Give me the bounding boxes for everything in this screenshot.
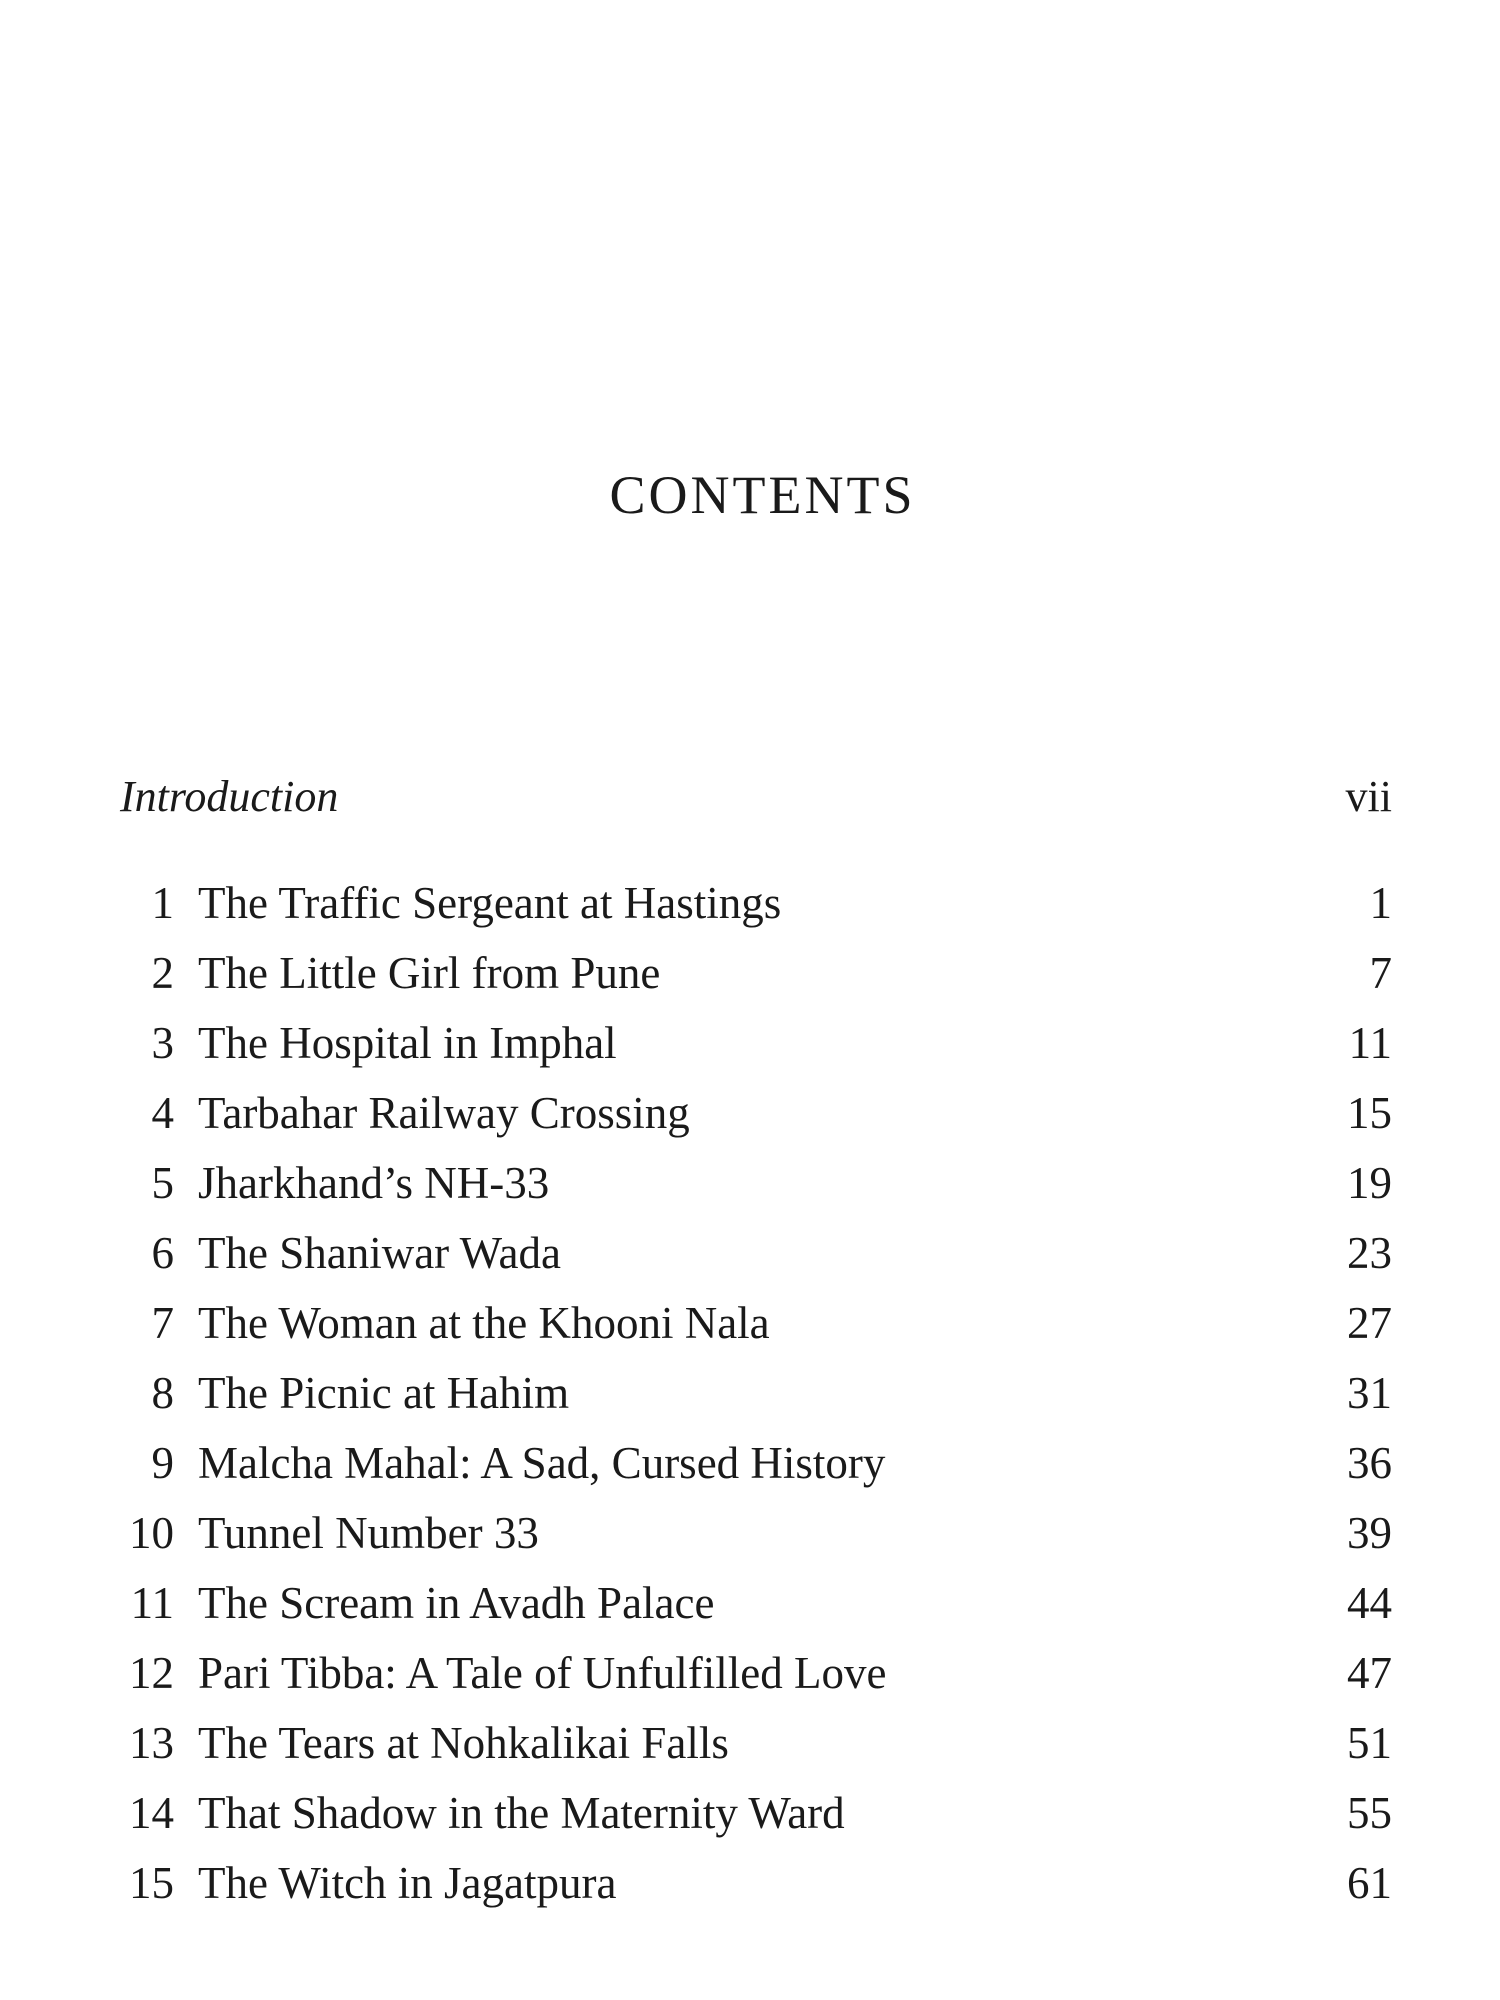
chapter-number: 7	[151, 1298, 174, 1348]
chapter-page: 39	[1347, 1508, 1392, 1558]
chapter-number: 12	[129, 1648, 174, 1698]
toc-entry-introduction	[120, 762, 1392, 832]
chapter-title: The Traffic Sergeant at Hastings	[198, 878, 782, 928]
toc-entry	[120, 1078, 1392, 1148]
chapter-title: The Woman at the Khooni Nala	[198, 1298, 770, 1348]
toc-entry	[120, 1708, 1392, 1778]
chapter-page: 55	[1347, 1788, 1392, 1838]
chapter-number: 14	[129, 1788, 174, 1838]
chapter-title: Tunnel Number 33	[198, 1508, 539, 1558]
toc-entry	[120, 938, 1392, 1008]
chapter-page: 36	[1347, 1438, 1392, 1488]
chapter-title: The Picnic at Hahim	[198, 1368, 570, 1418]
chapter-title: The Tears at Nohkalikai Falls	[198, 1718, 729, 1768]
chapter-page: 19	[1347, 1158, 1392, 1208]
chapter-page: 7	[1369, 948, 1392, 998]
chapter-page: 51	[1347, 1718, 1392, 1768]
toc-entry	[120, 1358, 1392, 1428]
chapter-number: 9	[151, 1438, 174, 1488]
chapter-page: 47	[1347, 1648, 1392, 1698]
chapter-number: 3	[151, 1018, 174, 1068]
chapter-number: 4	[151, 1088, 174, 1138]
chapter-number: 10	[129, 1508, 174, 1558]
toc-entry	[120, 1498, 1392, 1568]
toc-entry	[120, 1638, 1392, 1708]
chapter-title: Malcha Mahal: A Sad, Cursed History	[198, 1438, 886, 1488]
toc-entry	[120, 1848, 1392, 1918]
chapter-title: The Little Girl from Pune	[198, 948, 661, 998]
page-title: CONTENTS	[609, 465, 916, 525]
introduction-label: Introduction	[120, 772, 339, 821]
chapter-page: 27	[1347, 1298, 1392, 1348]
toc-entry	[120, 868, 1392, 938]
chapter-page: 61	[1347, 1858, 1392, 1908]
table-of-contents	[120, 762, 1392, 1918]
chapter-number: 5	[151, 1158, 174, 1208]
toc-entry	[120, 1218, 1392, 1288]
chapter-title: Tarbahar Railway Crossing	[198, 1088, 690, 1138]
chapter-page: 23	[1347, 1228, 1392, 1278]
toc-entry	[120, 1148, 1392, 1218]
chapter-title: The Shaniwar Wada	[198, 1228, 561, 1278]
chapter-number: 1	[151, 878, 174, 928]
chapter-title: Jharkhand’s NH-33	[198, 1158, 550, 1208]
chapter-title: The Witch in Jagatpura	[198, 1858, 617, 1908]
toc-entry	[120, 1778, 1392, 1848]
chapter-number: 8	[151, 1368, 174, 1418]
chapter-page: 44	[1347, 1578, 1392, 1628]
chapter-number: 6	[151, 1228, 174, 1278]
chapter-page: 15	[1347, 1088, 1392, 1138]
chapter-title: Pari Tibba: A Tale of Unfulfilled Love	[198, 1648, 887, 1698]
toc-entry	[120, 1428, 1392, 1498]
introduction-page: vii	[1345, 772, 1392, 821]
chapter-page: 11	[1348, 1018, 1392, 1068]
toc-entry	[120, 1288, 1392, 1358]
chapter-number: 13	[129, 1718, 174, 1768]
chapter-page: 1	[1369, 878, 1392, 928]
toc-entry	[120, 1568, 1392, 1638]
chapter-title: That Shadow in the Maternity Ward	[198, 1788, 845, 1838]
chapter-number: 15	[129, 1858, 174, 1908]
chapter-number: 11	[130, 1578, 174, 1628]
chapter-page: 31	[1347, 1368, 1392, 1418]
chapter-number: 2	[151, 948, 174, 998]
chapter-title: The Hospital in Imphal	[198, 1018, 617, 1068]
toc-entries	[120, 868, 1392, 1918]
chapter-title: The Scream in Avadh Palace	[198, 1578, 715, 1628]
toc-entry	[120, 1008, 1392, 1078]
